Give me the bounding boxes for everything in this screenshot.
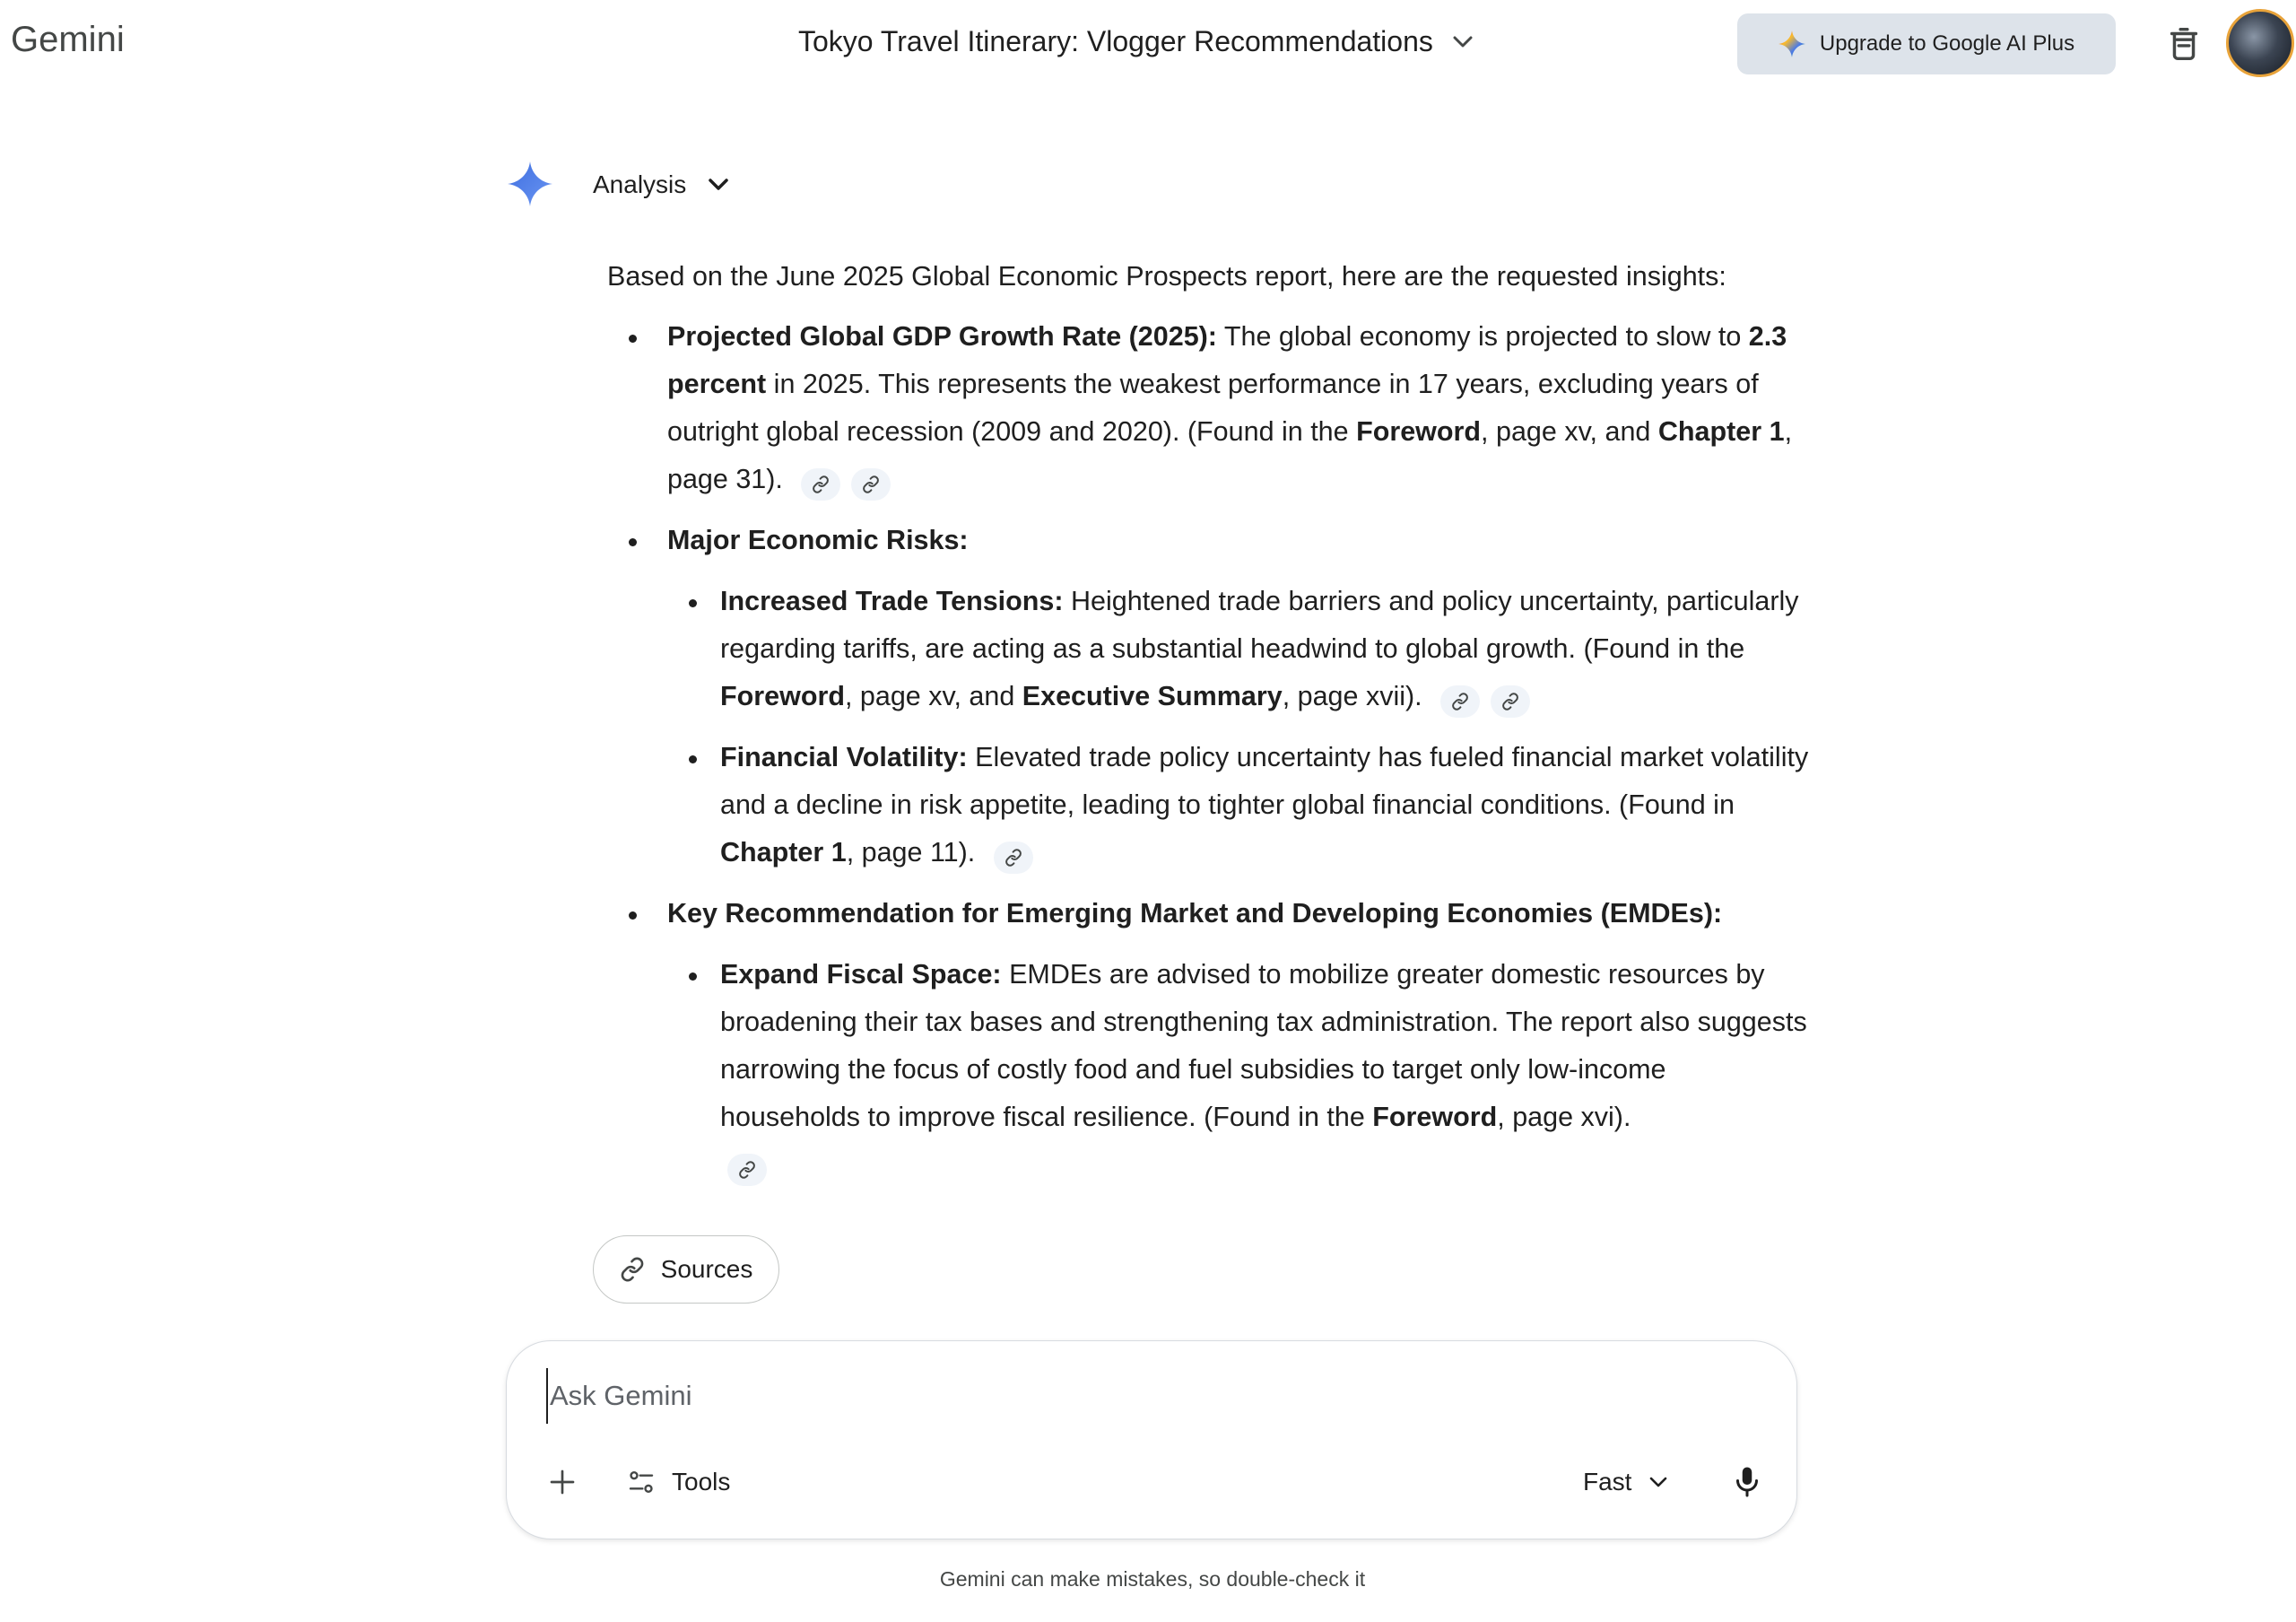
link-icon	[862, 475, 880, 493]
sources-button[interactable]	[593, 1235, 779, 1304]
disclaimer-text: Gemini can make mistakes, so double-check it	[939, 1567, 1366, 1591]
list-item-fiscal: Expand Fiscal Space: EMDEs are advised to mobilize greater domestic resources by broadening their tax bases and strengthening tax administration. The report also suggests narrowing the focus of costly food and fuel subsidies to target only low-income households to improve fiscal resilience. (Found in the Foreword, page xvi).	[667, 951, 1809, 1189]
conversation-title-dropdown[interactable]	[798, 25, 1473, 58]
link-icon	[738, 1161, 756, 1179]
chevron-down-icon	[708, 178, 729, 192]
citation-chip[interactable]	[851, 468, 891, 501]
account-avatar[interactable]	[2226, 9, 2294, 77]
analysis-toggle[interactable]	[593, 170, 729, 199]
sources-label: Sources	[660, 1255, 753, 1283]
insight-list	[607, 313, 1809, 1189]
add-attachment-button[interactable]	[543, 1462, 582, 1502]
link-icon	[812, 475, 830, 493]
list-item-risks	[607, 517, 1809, 876]
upgrade-label: Upgrade to Google AI Plus	[1819, 31, 2075, 56]
citation-chip[interactable]	[801, 468, 840, 501]
citation-chip[interactable]	[1491, 685, 1530, 718]
analysis-label: Analysis	[593, 170, 687, 198]
tools-button[interactable]	[627, 1460, 730, 1504]
response-intro: Based on the June 2025 Global Economic Prospects report, here are the requested insights:	[607, 261, 1726, 292]
prompt-composer	[506, 1340, 1797, 1539]
upgrade-button[interactable]	[1737, 13, 2116, 74]
recommendation-heading: Key Recommendation for Emerging Market and Developing Economies (EMDEs):	[667, 898, 1723, 929]
risks-sublist	[667, 578, 1809, 876]
chevron-down-icon	[1649, 1477, 1667, 1488]
risks-heading: Major Economic Risks:	[667, 525, 969, 555]
trash-button[interactable]	[2163, 23, 2205, 69]
citation-chip[interactable]	[727, 1154, 767, 1186]
citation-chip[interactable]	[994, 842, 1033, 874]
recommendation-sublist	[667, 951, 1809, 1189]
tools-label: Tools	[672, 1468, 731, 1496]
prompt-input[interactable]	[546, 1368, 1718, 1424]
list-item-financial: Financial Volatility: Elevated trade policy uncertainty has fueled financial market volatility and a decline in risk appetite, leading to tighter global financial conditions. (Found in Chapter 1, page 11).	[667, 734, 1809, 876]
microphone-icon	[1734, 1466, 1761, 1498]
link-icon	[1451, 693, 1469, 711]
gemini-sparkle-icon	[1779, 31, 1805, 57]
list-item-recommendation	[607, 890, 1809, 1189]
voice-input-button[interactable]	[1726, 1461, 1768, 1503]
list-item-trade: Increased Trade Tensions: Heightened trade barriers and policy uncertainty, particularly regarding tariffs, are acting as a substantial headwind to global growth. (Found in the Foreword, page xv, and Executive Summary, page xvii).	[667, 578, 1809, 720]
model-label: Fast	[1583, 1468, 1632, 1496]
gdp-heading: Projected Global GDP Growth Rate (2025):	[667, 321, 1217, 352]
citation-chip[interactable]	[1440, 685, 1480, 718]
chevron-down-icon	[1453, 36, 1473, 48]
plus-icon	[548, 1468, 577, 1496]
response-body	[607, 253, 1809, 1202]
model-selector[interactable]	[1583, 1460, 1667, 1504]
link-icon	[620, 1257, 645, 1282]
trash-icon	[2163, 23, 2205, 65]
tools-icon	[627, 1468, 656, 1496]
conversation-title: Tokyo Travel Itinerary: Vlogger Recommendations	[798, 25, 1433, 57]
link-icon	[1004, 849, 1022, 867]
gemini-sparkle-icon	[508, 161, 552, 206]
list-item-gdp: Projected Global GDP Growth Rate (2025): The global economy is projected to slow to 2.3 percent in 2025. This represents the weakest performance in 17 years, excluding years of outright global recession (2009 and 2020). (Found in the Foreword, page xv, and Chapter 1, page 31).	[607, 313, 1809, 503]
link-icon	[1501, 693, 1519, 711]
app-brand[interactable]: Gemini	[11, 20, 125, 59]
